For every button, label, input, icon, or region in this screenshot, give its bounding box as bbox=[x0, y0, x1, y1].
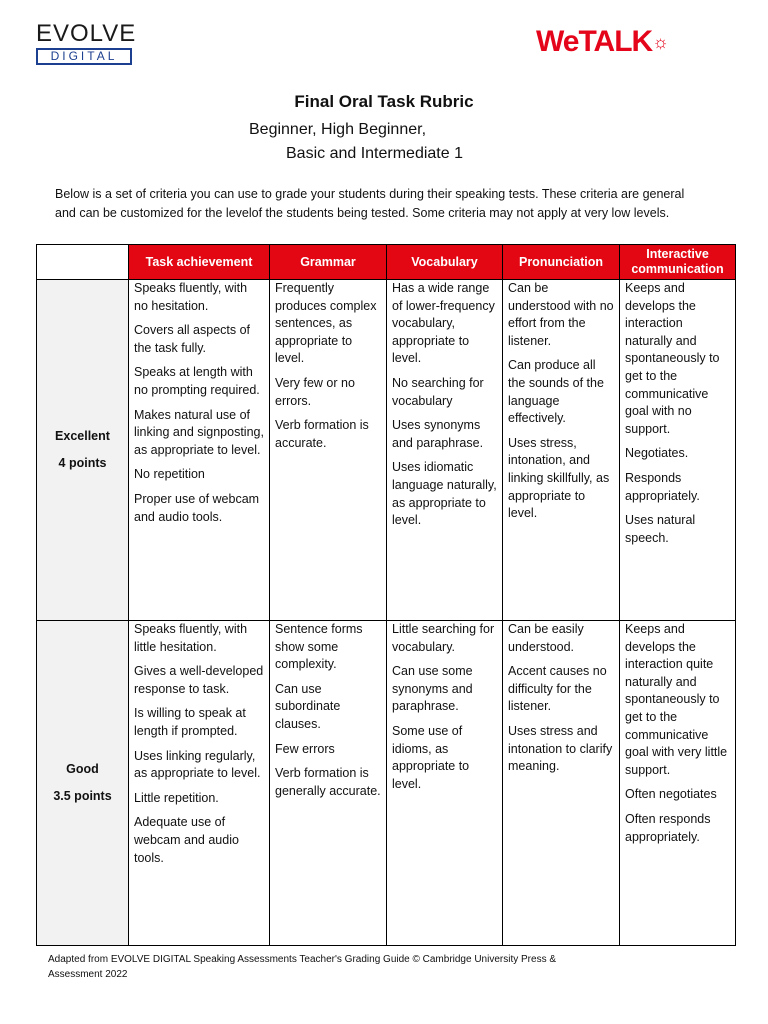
column-header: Pronunciation bbox=[503, 245, 620, 280]
wetalk-logo-word: WeTALK bbox=[536, 25, 653, 58]
level-points: 4 points bbox=[58, 455, 107, 470]
criteria-cell bbox=[270, 280, 387, 621]
criterion-item: Little repetition. bbox=[134, 790, 219, 805]
criterion-item: Very few or no errors. bbox=[275, 375, 355, 408]
criterion-item: Accent causes no difficulty for the listener. bbox=[508, 664, 607, 714]
criterion-item: No repetition bbox=[134, 467, 205, 482]
criteria-cell bbox=[129, 621, 270, 946]
criterion-item: Has a wide range of lower-frequency vocabulary, appropriate to level. bbox=[392, 281, 495, 366]
criterion-item: Keeps and develops the interaction quite naturally and spontaneously to get to the communicative goal with very little support. bbox=[625, 622, 728, 777]
criterion-item: Is willing to speak at length if prompted. bbox=[134, 706, 246, 738]
criterion-item: Makes natural use of linking and signposting, as appropriate to level. bbox=[134, 407, 264, 457]
criterion-item: Little searching for vocabulary. bbox=[392, 622, 495, 654]
criterion-item: Few errors bbox=[275, 741, 335, 756]
criteria-cell bbox=[503, 621, 620, 946]
page-header bbox=[0, 0, 768, 80]
criterion-item: Covers all aspects of the task fully. bbox=[134, 323, 251, 355]
column-header: Interactive communication bbox=[620, 245, 736, 280]
level-name: Excellent bbox=[55, 428, 110, 443]
criterion-item: No searching for vocabulary bbox=[392, 375, 484, 408]
criterion-item: Responds appropriately. bbox=[625, 470, 700, 503]
criteria-cell bbox=[387, 280, 503, 621]
criterion-item: Speaks at length with no prompting required. bbox=[134, 365, 260, 397]
table-row bbox=[37, 280, 736, 621]
criterion-item: Can produce all the sounds of the language effectively. bbox=[508, 358, 604, 426]
criteria-cell bbox=[620, 280, 736, 621]
criterion-item: Uses stress, intonation, and linking skillfully, as appropriate to level. bbox=[508, 435, 610, 521]
criterion-item: Can use subordinate clauses. bbox=[275, 681, 341, 731]
level-name: Good bbox=[66, 761, 99, 776]
criterion-item: Uses stress and intonation to clarify meaning. bbox=[508, 723, 613, 774]
criterion-item: Proper use of webcam and audio tools. bbox=[134, 491, 260, 524]
criterion-item: Uses linking regularly, as appropriate to level. bbox=[134, 748, 261, 781]
criterion-item: Often responds appropriately. bbox=[625, 811, 711, 844]
level-cell bbox=[37, 280, 129, 621]
criterion-item: Sentence forms show some complexity. bbox=[275, 622, 363, 672]
evolve-logo-word: EVOLVE bbox=[36, 20, 137, 47]
criteria-cell bbox=[503, 280, 620, 621]
footer-credit: Adapted from EVOLVE DIGITAL Speaking Assessments Teacher's Grading Guide © Cambridge University Press & Assessment 2022 bbox=[48, 954, 557, 980]
criterion-item: Speaks fluently, with little hesitation. bbox=[134, 622, 248, 654]
subtitle-line-2: Basic and Intermediate 1 bbox=[286, 145, 463, 162]
column-header: Vocabulary bbox=[387, 245, 503, 280]
blank-header-cell bbox=[37, 245, 129, 280]
criterion-item: Often negotiates bbox=[625, 787, 717, 802]
page-title: Final Oral Task Rubric bbox=[294, 92, 474, 111]
criteria-cell bbox=[620, 621, 736, 946]
digital-logo-word: DIGITAL bbox=[36, 48, 132, 65]
subtitle-line-1: Beginner, High Beginner, bbox=[249, 121, 427, 138]
swirl-icon: ☼ bbox=[652, 32, 668, 52]
criterion-item: Can be easily understood. bbox=[508, 622, 584, 654]
criterion-item: Uses natural speech. bbox=[625, 513, 696, 545]
evolve-digital-logo bbox=[36, 22, 136, 65]
level-cell bbox=[37, 621, 129, 946]
criterion-item: Adequate use of webcam and audio tools. bbox=[134, 815, 239, 865]
wetalk-logo bbox=[536, 26, 668, 58]
criteria-cell bbox=[387, 621, 503, 946]
table-row bbox=[37, 621, 736, 946]
column-header: Task achievement bbox=[129, 245, 270, 280]
criterion-item: Uses synonyms and paraphrase. bbox=[392, 418, 484, 450]
criterion-item: Can use some synonyms and paraphrase. bbox=[392, 664, 473, 714]
rubric-table bbox=[36, 244, 736, 946]
criterion-item: Verb formation is generally accurate. bbox=[275, 766, 381, 798]
intro-paragraph: Below is a set of criteria you can use to grade your students during their speaking tests. These criteria are general and can be customized for the levelof the students being tested. Some criteria may not apply at very low levels. bbox=[55, 187, 685, 220]
criterion-item: Some use of idioms, as appropriate to level. bbox=[392, 723, 470, 791]
criterion-item: Keeps and develops the interaction naturally and spontaneously to get to the communicative goal with no support. bbox=[625, 281, 720, 436]
level-points: 3.5 points bbox=[53, 788, 112, 803]
criterion-item: Uses idiomatic language naturally, as appropriate to level. bbox=[392, 460, 497, 528]
criteria-cell bbox=[270, 621, 387, 946]
criteria-cell bbox=[129, 280, 270, 621]
criterion-item: Speaks fluently, with no hesitation. bbox=[134, 281, 248, 313]
criterion-item: Verb formation is accurate. bbox=[275, 418, 369, 450]
criterion-item: Negotiates. bbox=[625, 446, 689, 461]
criterion-item: Gives a well-developed response to task. bbox=[134, 664, 264, 696]
column-header: Grammar bbox=[270, 245, 387, 280]
criterion-item: Can be understood with no effort from the listener. bbox=[508, 281, 614, 348]
criterion-item: Frequently produces complex sentences, as appropriate to level. bbox=[275, 281, 377, 366]
table-header-row bbox=[37, 245, 736, 280]
